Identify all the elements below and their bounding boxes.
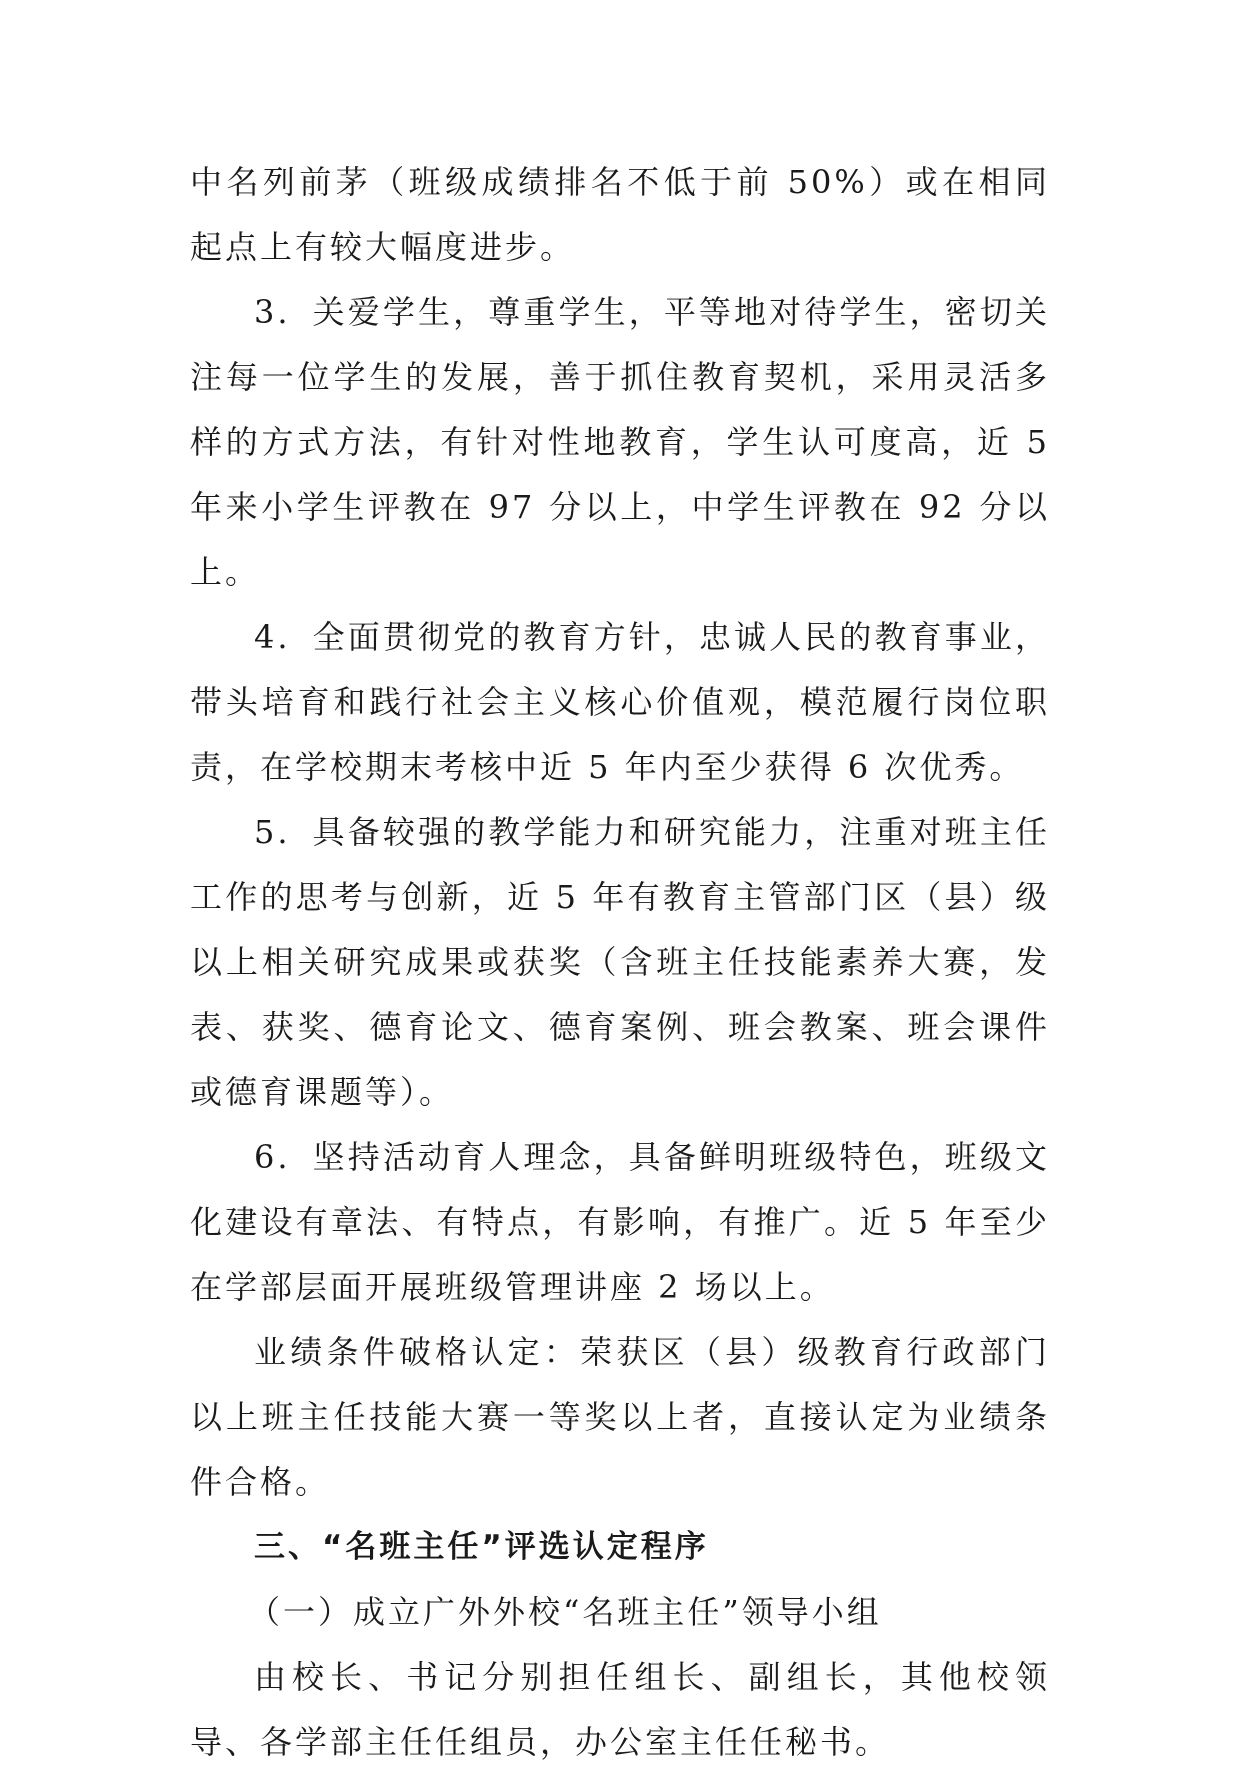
paragraph-text: 关爱学生，尊重学生，平等地对待学生，密切关注每一位学生的发展，善于抓住教育契机，采用灵活多样的方式方法，有针对性地教育，学生认可度高，近 5 年来小学生评教在 97 分以上，中学生评教在 92 分以上。 <box>190 293 1050 591</box>
paragraph-exception-rule <box>190 1320 1050 1515</box>
item-number: 6. <box>254 1138 291 1176</box>
paragraph-text: 由校长、书记分别担任组长、副组长，其他校领导、各学部主任任组员，办公室主任任秘书。 <box>190 1658 1050 1761</box>
paragraph-item-3 <box>190 280 1050 605</box>
paragraph-continuation <box>190 150 1050 280</box>
paragraph-text: 具备较强的教学能力和研究能力，注重对班主任工作的思考与创新，近 5 年有教育主管部门区（县）级以上相关研究成果或获奖（含班主任技能素养大赛，发表、获奖、德育论文、德育案例、班会教案、班会课件或德育课题等）。 <box>190 813 1050 1111</box>
document-body <box>190 150 1050 1775</box>
paragraph-item-5 <box>190 800 1050 1125</box>
paragraph-item-6 <box>190 1125 1050 1320</box>
paragraph-text: 全面贯彻党的教育方针，忠诚人民的教育事业，带头培育和践行社会主义核心价值观，模范履行岗位职责，在学校期末考核中近 5 年内至少获得 6 次优秀。 <box>190 618 1050 786</box>
paragraph-text: 中名列前茅（班级成绩排名不低于前 50%）或在相同起点上有较大幅度进步。 <box>190 163 1050 266</box>
paragraph-item-4 <box>190 605 1050 800</box>
paragraph-leadership-group <box>190 1645 1050 1775</box>
item-number: 3. <box>254 293 291 331</box>
section-heading: 三、“名班主任”评选认定程序 <box>254 1529 709 1565</box>
item-number: 5. <box>254 813 291 851</box>
paragraph-text: 坚持活动育人理念，具备鲜明班级特色，班级文化建设有章法、有特点，有影响，有推广。近 5 年至少在学部层面开展班级管理讲座 2 场以上。 <box>190 1138 1050 1306</box>
paragraph-text: 业绩条件破格认定：荣获区（县）级教育行政部门以上班主任技能大赛一等奖以上者，直接认定为业绩条件合格。 <box>190 1333 1050 1501</box>
subsection-heading: （一）成立广外外校“名班主任”领导小组 <box>248 1593 882 1631</box>
item-number: 4. <box>254 618 291 656</box>
